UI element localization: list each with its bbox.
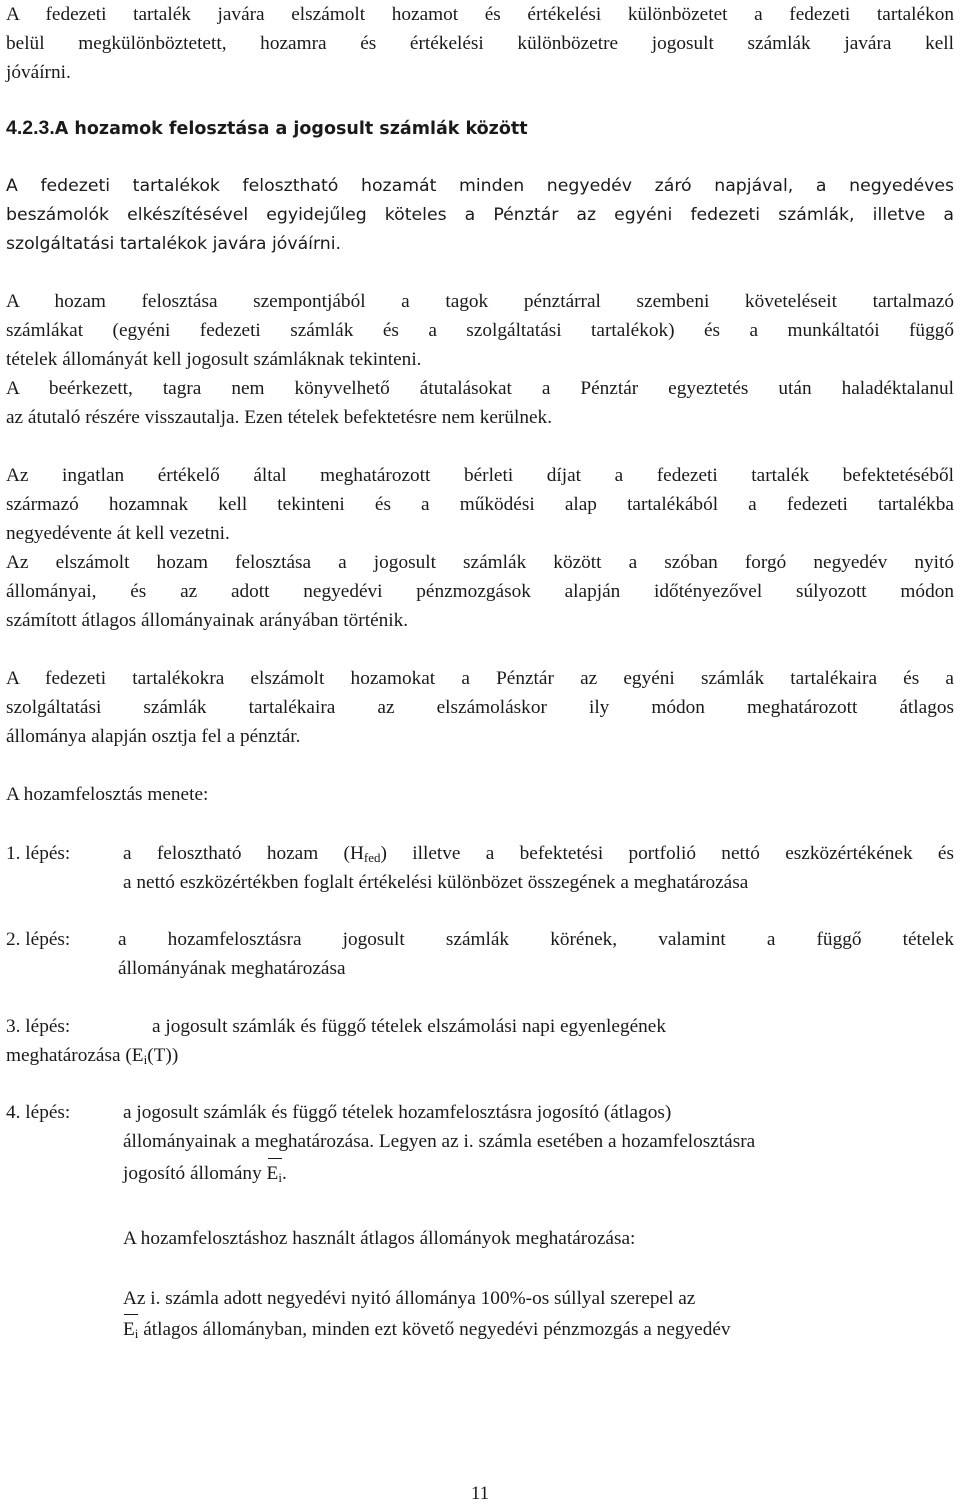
section-heading — [6, 114, 954, 144]
step-label: 1. lépés: — [6, 843, 71, 864]
text-line: $E_i$ átlagos állományban, minden ezt követő negyedévi pénzmozgás a negyedév — [123, 1315, 954, 1344]
text-line: jóváírni. — [6, 62, 71, 83]
text-line: tételek állományát kell jogosult számláknak tekinteni. — [6, 349, 422, 370]
paragraph-2 — [6, 287, 954, 432]
process-title: A hozamfelosztás menete: — [6, 784, 209, 805]
text-line: számlákat (egyéni fedezeti számlák és a szolgáltatási tartalékok) és a munkáltatói függő — [6, 320, 954, 341]
text-line: számított átlagos állományainak arányában történik. — [6, 610, 409, 631]
subscript: i — [143, 1052, 148, 1067]
avg-paragraph — [123, 1284, 954, 1344]
paragraph-3 — [6, 461, 954, 635]
text-line: a nettó eszközértékben foglalt értékelési különbözet összegének a meghatározása — [123, 872, 749, 893]
text-line: a felosztható hozam $(H_{fed})$ illetve a befektetési portfolió nettó eszközértékének és — [123, 843, 954, 865]
text-line: szolgáltatási tartalékok javára jóváírni. — [6, 234, 342, 254]
text-line: beszámolók elkészítésével egyidejűleg köteles a Pénztár az egyéni fedezeti számlák, illetve a — [6, 205, 954, 225]
text-line: A fedezeti tartalékokra elszámolt hozamokat a Pénztár az egyéni számlák tartalékaira és a — [6, 668, 954, 689]
page-number: 11 — [470, 1483, 490, 1504]
step-label: 4. lépés: — [6, 1102, 71, 1123]
step-body — [123, 839, 954, 897]
subscript: fed — [363, 850, 381, 865]
text-line: Az elszámolt hozam felosztása a jogosult számlák között a szóban forgó negyedév nyitó — [6, 552, 954, 573]
text-line: Az ingatlan értékelő által meghatározott bérleti díjat a fedezeti tartalék befektetéséből — [6, 465, 954, 486]
text-line: a hozamfelosztásra jogosult számlák körének, valamint a függő tételek — [118, 929, 954, 950]
text-line: az átutaló részére visszautalja. Ezen tételek befektetésre nem kerülnek. — [6, 407, 553, 428]
text-line: jogosító állomány $E_i$. — [123, 1159, 954, 1188]
text-line: Az i. számla adott negyedévi nyitó állománya 100%-os súllyal szerepel az — [123, 1288, 696, 1309]
text-line: állományának meghatározása — [118, 958, 346, 979]
section-title: A hozamok felosztása a jogosult számlák között — [54, 119, 528, 139]
text-line: A beérkezett, tagra nem könyvelhető átutalásokat a Pénztár egyeztetés után haladéktalanul — [6, 378, 954, 399]
step-label: 2. lépés: — [6, 929, 71, 950]
intro-paragraph — [6, 0, 954, 87]
text-line: állományai, és az adott negyedévi pénzmozgások alapján időtényezővel súlyozott módon — [6, 581, 954, 602]
mean-symbol: $E_i$ — [123, 1315, 138, 1344]
text-line: a jogosult számlák és függő tételek elszámolási napi egyenlegének — [152, 1016, 666, 1037]
text-line: A fedezeti tartalékok felosztható hozamát minden negyedév záró napjával, a negyedéves — [6, 176, 954, 196]
text-line: meghatározása $(E_i(T))$ — [6, 1045, 179, 1067]
step-body — [118, 925, 954, 983]
text-line: származó hozamnak kell tekinteni és a működési alap tartalékából a fedezeti tartalékba — [6, 494, 954, 515]
text-line: a jogosult számlák és függő tételek hozamfelosztásra jogosító (átlagos) — [123, 1102, 672, 1123]
text-line: szolgáltatási számlák tartalékaira az elszámoláskor ily módon meghatározott átlagos — [6, 697, 954, 718]
step-label: 3. lépés: — [6, 1016, 71, 1037]
text-line: állománya alapján osztja fel a pénztár. — [6, 726, 301, 747]
text-line: A hozam felosztása szempontjából a tagok pénztárral szembeni követeléseit tartalmazó — [6, 291, 954, 312]
text-line: A fedezeti tartalék javára elszámolt hozamot és értékelési különbözetet a fedezeti tartalékon — [6, 4, 954, 25]
avg-title: A hozamfelosztáshoz használt átlagos állományok meghatározása: — [123, 1228, 636, 1249]
paragraph-4 — [6, 664, 954, 751]
text-line: belül megkülönböztetett, hozamra és értékelési különbözetre jogosult számlák javára kell — [6, 33, 954, 54]
text-line: negyedévente át kell vezetni. — [6, 523, 230, 544]
text-line: állományainak a meghatározása. Legyen az i. számla esetében a hozamfelosztásra — [123, 1131, 756, 1152]
mean-symbol: $E_i$ — [267, 1159, 282, 1188]
step-body — [123, 1098, 954, 1188]
section-number: 4.2.3. — [6, 117, 55, 139]
paragraph-1 — [6, 172, 954, 259]
